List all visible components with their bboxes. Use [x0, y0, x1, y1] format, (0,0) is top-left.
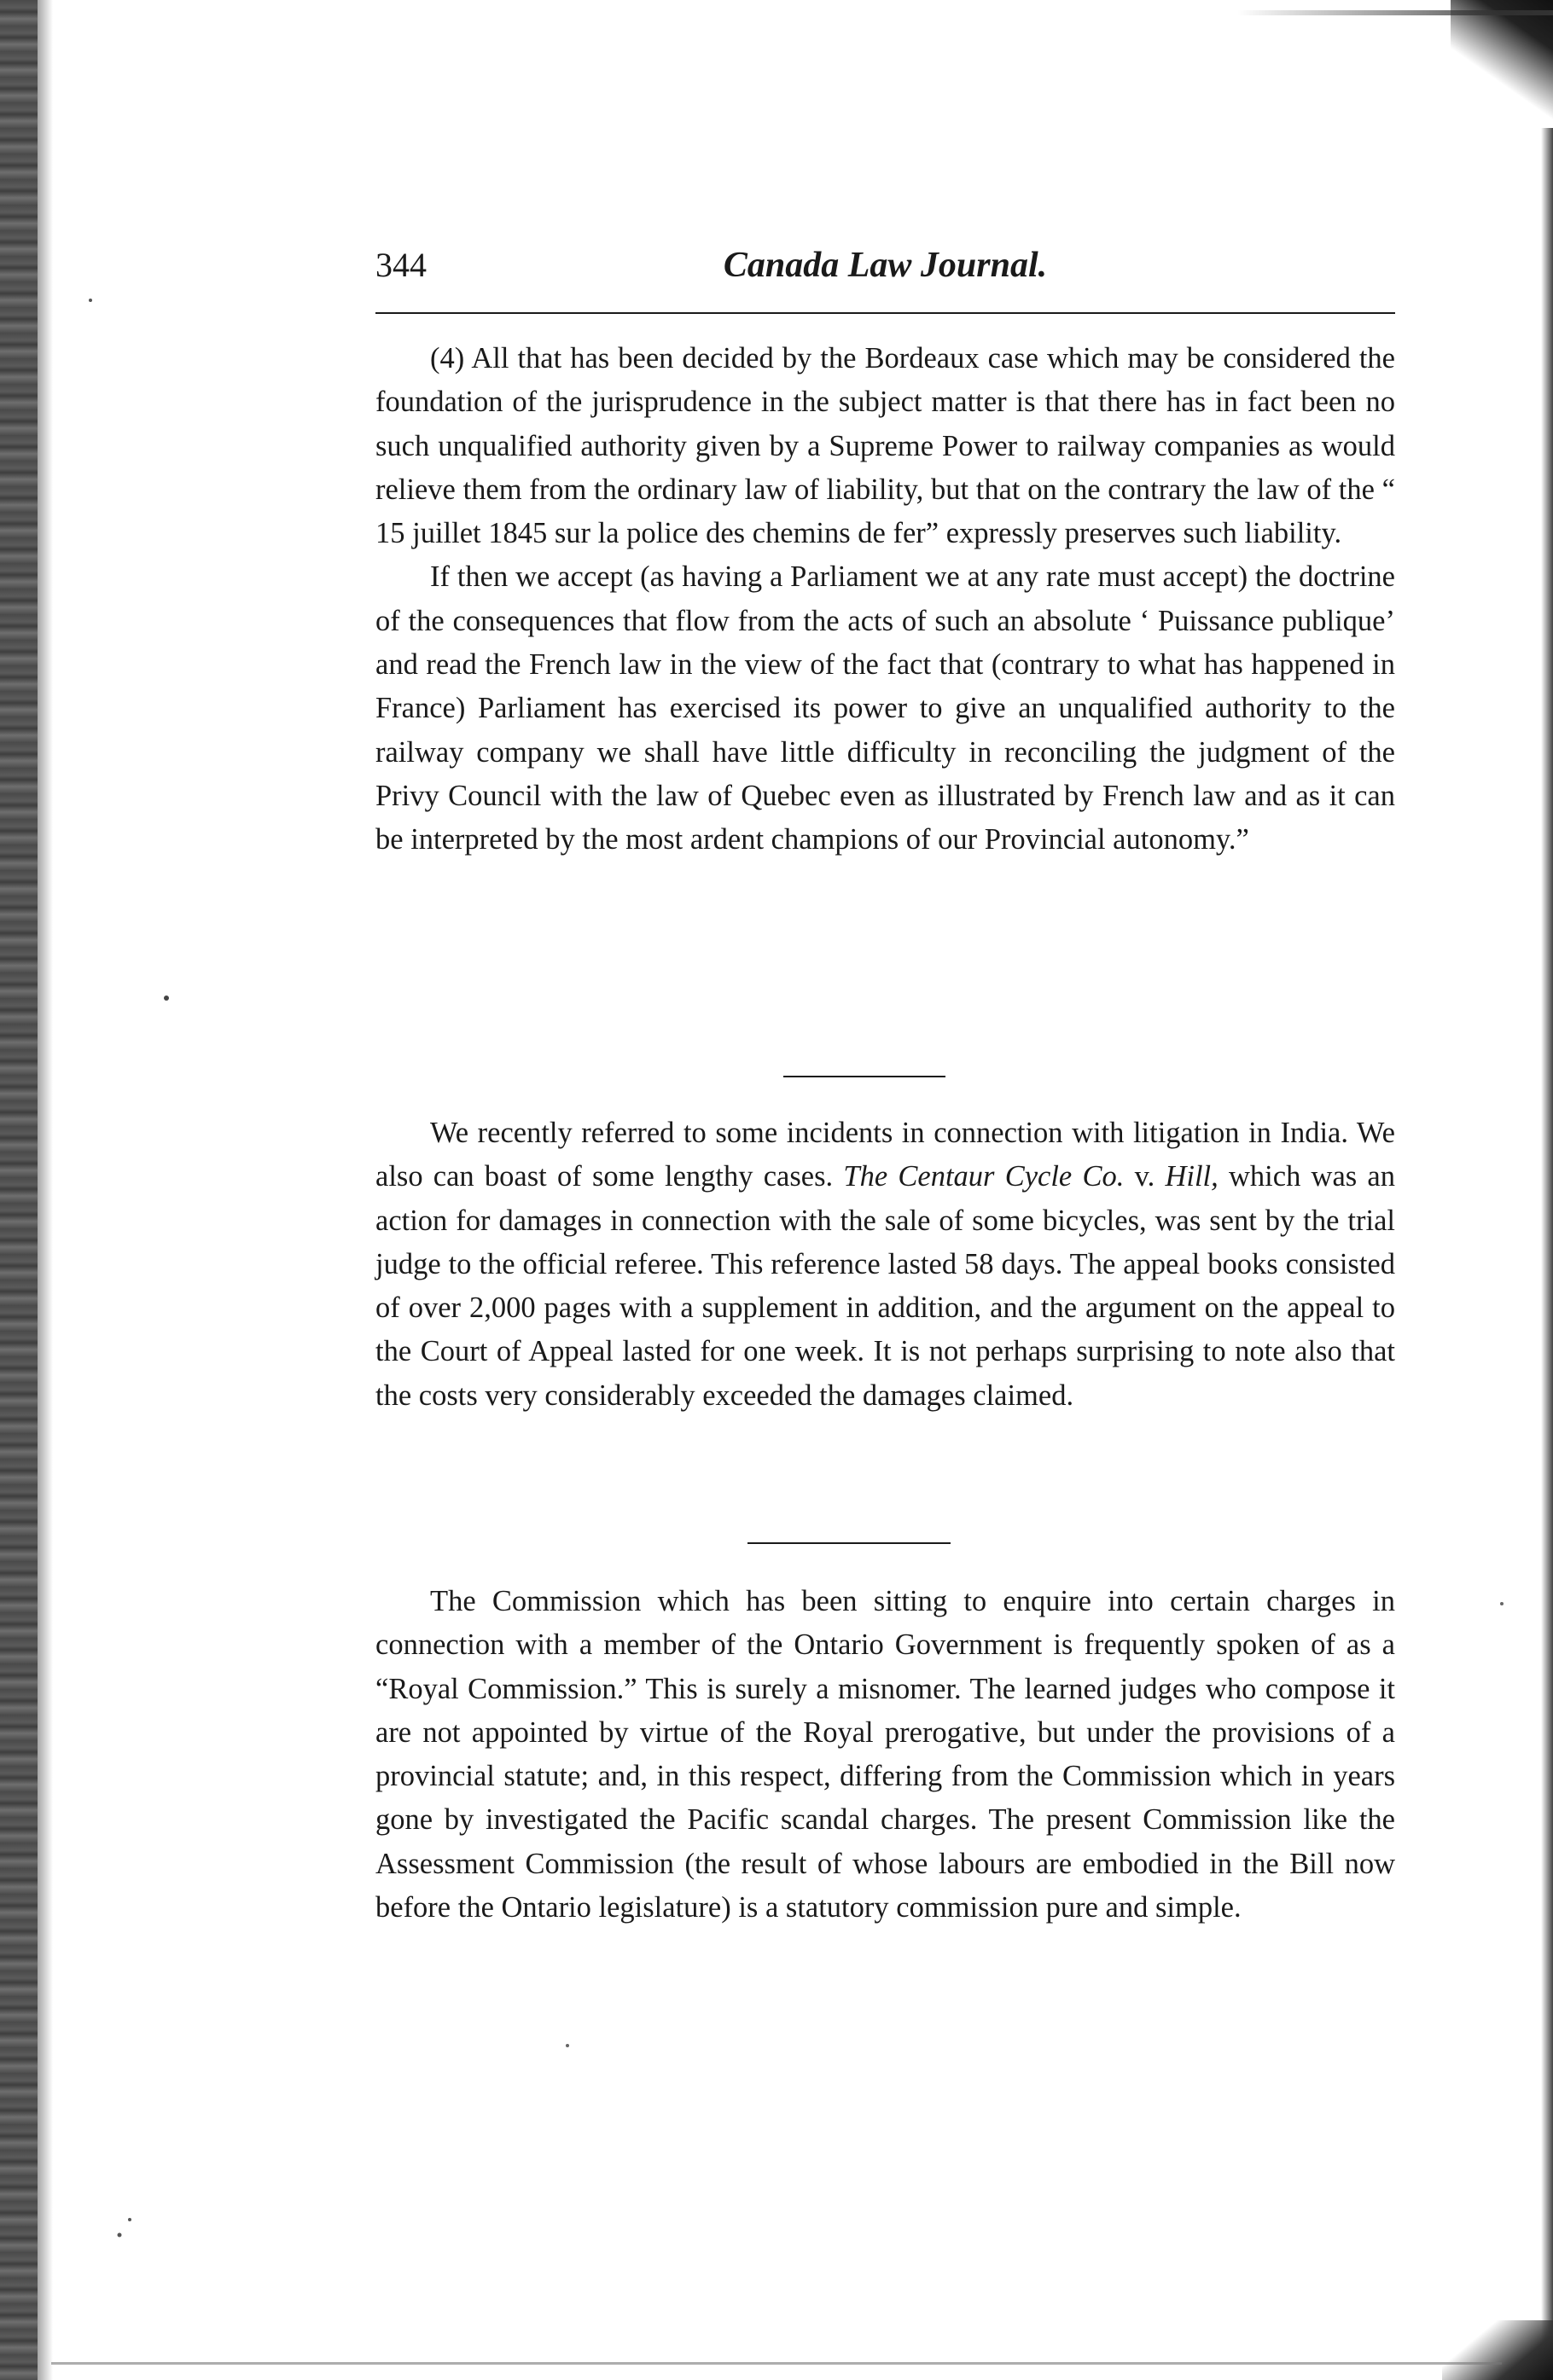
case-plaintiff: The Centaur Cycle Co. [843, 1160, 1125, 1193]
page-header [375, 239, 1395, 292]
header-rule [375, 312, 1395, 314]
text-details: which was an action for damages in connection with the sale of some bicycles, was sent by the trial judge to the official referee. This reference lasted 58 days. The appeal books consisted of over 2,000 pages with a supplement in addition, and the argument on the appeal to the Court of Appeal lasted for one week. It is not perhaps surprising to note also that the costs very considerably exceeded the damages claimed. [375, 1160, 1395, 1412]
paragraph-french-law: If then we accept (as having a Parliament we at any rate must accept) the doctrine of the consequences that flow from the acts of such an absolute ‘ Puissance publique’ and read the French law in the view of the fact that (contrary to what has happened in France) Parliament has exercised its power to give an unqualified authority to the railway company we shall have little difficulty in reconciling the judgment of the Privy Council with the law of Quebec even as illustrated by French law and as it can be interpreted by the most ardent champions of our Provincial autonomy.” [375, 560, 1395, 856]
paragraph-commission: The Commission which has been sitting to enquire into certain charges in connection with a member of the Ontario Government is frequently spoken of as a “Royal Commission.” This is surely a misnomer. The learned judges who compose it are not appointed by virtue of the Royal prerogative, but under the provisions of a provincial statute; and, in this respect, differing from the Commission which in years gone by investigated the Pacific scandal charges. The present Commission like the Assessment Commission (the result of whose labours are embodied in the Bill now before the Ontario legislature) is a statutory commission pure and simple. [375, 1585, 1395, 1924]
paragraph-centaur-cycle [375, 1112, 1395, 1418]
journal-title: Canada Law Journal. [723, 246, 1048, 285]
page-number: 344 [375, 246, 427, 284]
article-continuation [375, 337, 1395, 862]
note-royal-commission [375, 1580, 1395, 1930]
section-divider [783, 1076, 945, 1077]
note-lengthy-cases [375, 1112, 1395, 1418]
paragraph-bordeaux-case: (4) All that has been decided by the Bordeaux case which may be considered the foundation of the jurisprudence in the subject matter is that there has in fact been no such unqualified authority given by a Supreme Power to railway companies as would relieve them from the ordinary law of liability, but that on the contrary the law of the “ 15 juillet 1845 sur la police des chemins de fer” expressly preserves such liability. [375, 342, 1395, 550]
case-versus: v. [1134, 1160, 1155, 1193]
case-defendant: Hill, [1165, 1160, 1219, 1193]
text-intro: We recently referred to some incidents in connection with litigation in India. We also can boast of some lengthy cases. [375, 1117, 1395, 1193]
section-divider [747, 1542, 951, 1544]
